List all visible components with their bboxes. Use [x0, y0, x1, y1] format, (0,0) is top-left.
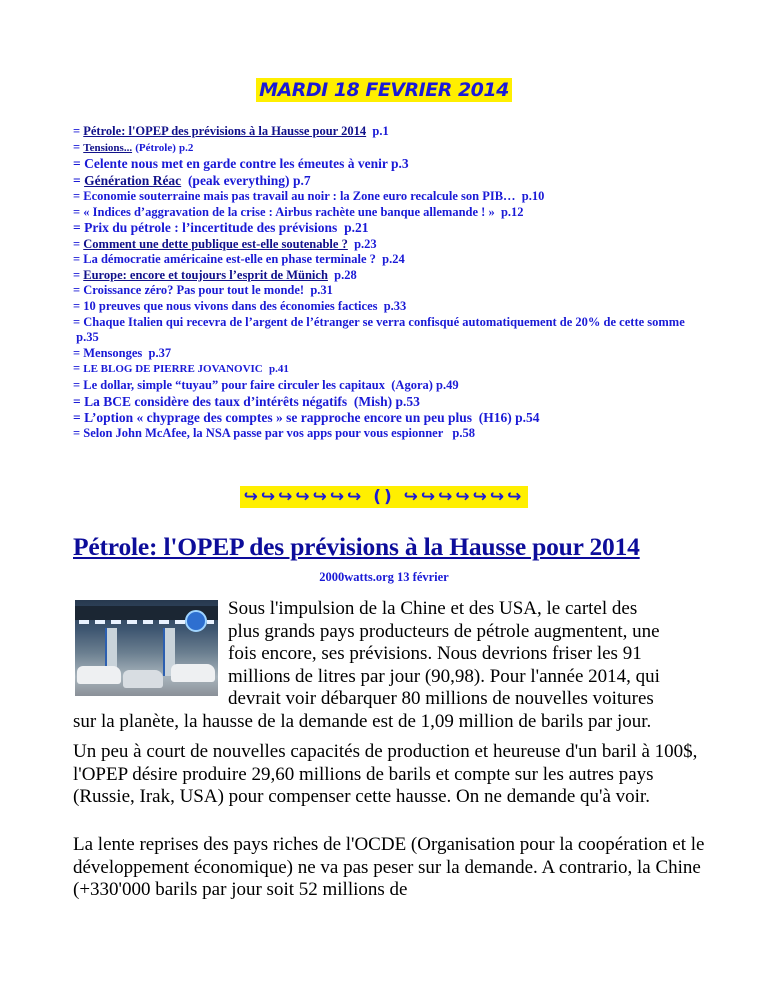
toc-title[interactable]: Tensions... — [83, 141, 133, 154]
toc-item[interactable] — [73, 426, 713, 442]
toc-title[interactable]: Pétrole: l'OPEP des prévisions à la Hausse pour 2014 — [83, 124, 367, 138]
separator-wrap — [0, 486, 768, 508]
toc-prefix: = — [73, 298, 84, 313]
car — [123, 670, 163, 688]
article-paragraph-2: Un peu à court de nouvelles capacités de production et heureuse d'un baril à 100$, l'OPEP désire produire 29,60 millions de barils et compte sur les autres pays (Russie, Irak, USA) pour compenser cette hausse. On ne demande qu'à voir. — [73, 741, 698, 808]
article-source: 2000watts.org 13 février — [319, 570, 449, 584]
toc-page: p.23 — [354, 236, 377, 251]
separator-banner: ↪↪↪↪↪↪↪ () ↪↪↪↪↪↪↪ — [240, 486, 529, 508]
toc-title[interactable]: Chaque Italien qui recevra de l’argent de l’étranger se verra confisqué automatiquement de 20% de cette somme — [83, 314, 685, 329]
car — [171, 664, 215, 682]
date-banner: MARDI 18 FEVRIER 2014 — [256, 78, 512, 102]
toc-item[interactable] — [73, 140, 713, 157]
toc-title[interactable]: LE BLOG DE PIERRE JOVANOVIC — [83, 363, 263, 376]
toc-title[interactable]: Croissance zéro? Pas pour tout le monde! — [83, 283, 305, 298]
toc-title[interactable]: « Indices d’aggravation de la crise : Airbus rachète une banque allemande ! » — [83, 204, 495, 219]
toc-title[interactable]: La BCE considère des taux d’intérêts négatifs — [84, 393, 348, 409]
toc-prefix: = — [73, 426, 84, 441]
toc-page: p.28 — [334, 267, 357, 282]
toc-item[interactable] — [73, 156, 713, 172]
toc-title[interactable]: Selon John McAfee, la NSA passe par vos apps pour vous espionner — [83, 426, 444, 441]
toc-note: (peak everything) — [187, 172, 290, 188]
toc-prefix: = — [73, 267, 84, 282]
toc-item[interactable] — [73, 361, 713, 378]
toc-prefix: = — [73, 172, 85, 188]
table-of-contents — [73, 124, 713, 442]
toc-title[interactable]: Prix du pétrole : l’incertitude des prévisions — [84, 220, 338, 236]
toc-prefix: = — [73, 345, 84, 360]
toc-page: p.1 — [372, 124, 389, 138]
toc-page: p.2 — [179, 141, 194, 154]
toc-prefix: = — [73, 409, 85, 425]
toc-prefix: = — [73, 236, 84, 251]
toc-page: p.37 — [148, 345, 172, 360]
paragraph-line: millions de litres par jour (90,98). Pour l'année 2014, qui — [228, 665, 660, 687]
toc-page: p.41 — [269, 363, 289, 376]
toc-prefix: = — [73, 220, 85, 236]
gas-station-photo — [75, 600, 218, 696]
toc-item[interactable] — [73, 124, 713, 140]
article-paragraph-1-end: sur la planète, la hausse de la demande est de 1,09 million de barils par jour. — [73, 711, 652, 732]
date-banner-wrap — [0, 78, 768, 102]
paragraph-line: Sous l'impulsion de la Chine et des USA, le cartel des — [228, 598, 638, 619]
toc-prefix: = — [73, 283, 84, 298]
toc-page: p.7 — [292, 172, 311, 188]
toc-item[interactable] — [73, 189, 713, 205]
toc-page: p.12 — [500, 204, 524, 219]
car — [77, 666, 121, 684]
toc-prefix: = — [73, 139, 84, 154]
toc-prefix: = — [73, 252, 84, 267]
toc-title[interactable]: La démocratie américaine est-elle en phase terminale ? — [83, 252, 376, 267]
toc-prefix: = — [73, 189, 84, 203]
article-paragraph-3: La lente reprises des pays riches de l'OCDE (Organisation pour la coopération et le développement économique) ne va pas peser sur la demande. A contrario, la Chine (+330'000 barils par jour soit 52 millions de — [73, 834, 705, 901]
toc-prefix: = — [73, 314, 84, 329]
article-paragraph-1 — [228, 598, 713, 711]
toc-item[interactable] — [73, 299, 713, 315]
toc-page: p.21 — [344, 220, 369, 236]
toc-page: p.49 — [436, 377, 459, 392]
toc-prefix: = — [73, 393, 85, 409]
toc-prefix: = — [73, 377, 84, 392]
toc-title[interactable]: Economie souterraine mais pas travail au noir : la Zone euro recalcule son PIB… — [83, 189, 516, 203]
toc-title[interactable]: 10 preuves que nous vivons dans des économies factices — [83, 298, 378, 313]
toc-page: p.31 — [310, 283, 333, 298]
toc-note: (Pétrole) — [135, 141, 176, 154]
toc-page: p.24 — [382, 252, 405, 267]
toc-prefix: = — [73, 361, 84, 376]
paragraph-line: plus grands pays producteurs de pétrole augmentent, une — [228, 620, 660, 642]
toc-title[interactable]: Comment une dette publique est-elle soutenable ? — [83, 236, 348, 251]
article-title[interactable]: Pétrole: l'OPEP des prévisions à la Hausse pour 2014 — [73, 532, 640, 561]
toc-prefix: = — [73, 156, 85, 172]
toc-item[interactable] — [73, 315, 713, 346]
toc-item[interactable] — [73, 268, 713, 284]
toc-item[interactable] — [73, 220, 713, 236]
toc-title[interactable]: Europe: encore et toujours l’esprit de Münich — [83, 267, 328, 282]
toc-note: (Agora) — [391, 377, 433, 392]
toc-note: (H16) — [478, 409, 512, 425]
toc-page: p.3 — [391, 156, 409, 172]
toc-title[interactable]: Génération Réac — [84, 172, 182, 188]
paragraph-line: devrait voir débarquer 80 millions de nouvelles voitures — [228, 688, 654, 710]
toc-item[interactable] — [73, 252, 713, 268]
toc-item[interactable] — [73, 394, 713, 410]
toc-item[interactable] — [73, 205, 713, 221]
toc-title[interactable]: Celente nous met en garde contre les émeutes à venir — [84, 156, 388, 172]
toc-item[interactable] — [73, 173, 713, 189]
paragraph-line: fois encore, ses prévisions. Nous devrions friser les 91 — [228, 643, 642, 665]
toc-page: p.35 — [76, 330, 99, 345]
toc-note: (Mish) — [353, 393, 393, 409]
toc-item[interactable] — [73, 237, 713, 253]
toc-title[interactable]: L’option « chyprage des comptes » se rapproche encore un peu plus — [84, 409, 472, 425]
toc-page: p.54 — [515, 409, 540, 425]
toc-prefix: = — [73, 204, 84, 219]
toc-prefix: = — [73, 124, 84, 138]
toc-item[interactable] — [73, 283, 713, 299]
station-logo-icon — [185, 610, 207, 632]
toc-title[interactable]: Le dollar, simple “tuyau” pour faire circuler les capitaux — [83, 377, 385, 392]
toc-title[interactable]: Mensonges — [83, 345, 143, 360]
toc-page: p.10 — [521, 189, 545, 203]
toc-item[interactable] — [73, 346, 713, 362]
toc-page: p.58 — [452, 426, 475, 441]
toc-item[interactable] — [73, 410, 713, 426]
toc-page: p.33 — [383, 298, 407, 313]
toc-page: p.53 — [395, 393, 420, 409]
toc-item[interactable] — [73, 378, 713, 394]
